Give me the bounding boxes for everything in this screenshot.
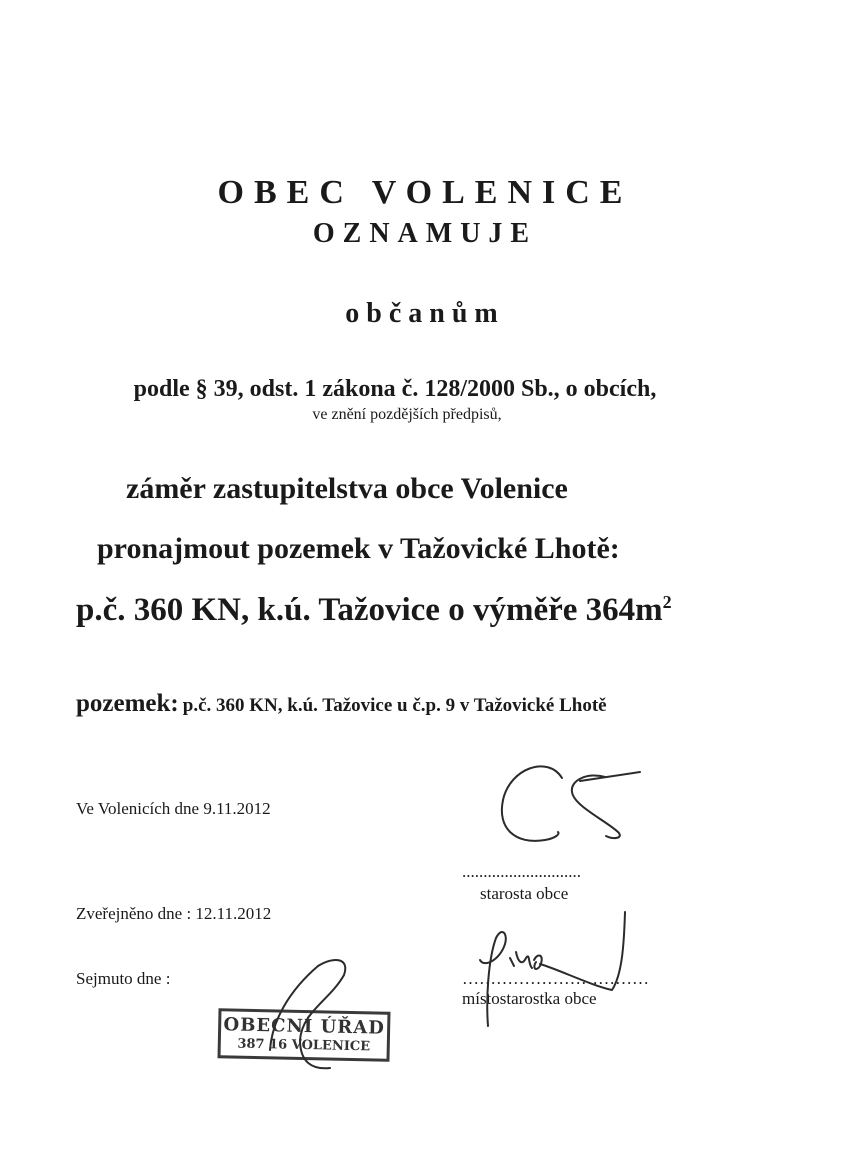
parcel-value: p.č. 360 KN, k.ú. Tažovice u č.p. 9 v Tažovické Lhotě [182,695,607,716]
place-date: Ve Volenicích dne 9.11.2012 [76,799,271,818]
parcel-line [76,690,607,718]
area-superscript: 2 [662,592,672,612]
official-stamp [217,1008,390,1062]
intent-line-3 [76,592,672,629]
mayor-signature [502,766,562,841]
signature-line-mayor: ............................ [462,862,581,881]
mayor-role: starosta obce [480,884,569,903]
deputy-role: místostarostka obce [462,989,597,1008]
stamp-office-text: OBECNÍ ÚŘAD [223,1014,386,1039]
law-reference: podle § 39, odst. 1 zákona č. 128/2000 Sb., o obcích, [133,376,657,402]
parcel-label: pozemek: [76,690,179,717]
signature-line-deputy: …………………………… [462,969,649,988]
citizens-heading: občanům [345,298,505,329]
parcel-area-text: p.č. 360 KN, k.ú. Tažovice o výměře 364m [76,592,663,628]
removed-date: Sejmuto dne : [76,969,171,988]
published-date: Zveřejněno dne : 12.11.2012 [76,904,272,923]
announces-heading: OZNAMUJE [312,218,538,249]
intent-line-2: pronajmout pozemek v Tažovické Lhotě: [97,532,620,565]
intent-line-1: záměr zastupitelstva obce Volenice [126,472,568,505]
mayor-signature-stroke-2 [572,775,620,838]
stamp-address-text: 387 16 VOLENICE [237,1036,371,1055]
municipality-heading: OBEC VOLENICE [217,174,633,211]
law-amendment-note: ve znění pozdějších předpisů, [312,406,502,423]
